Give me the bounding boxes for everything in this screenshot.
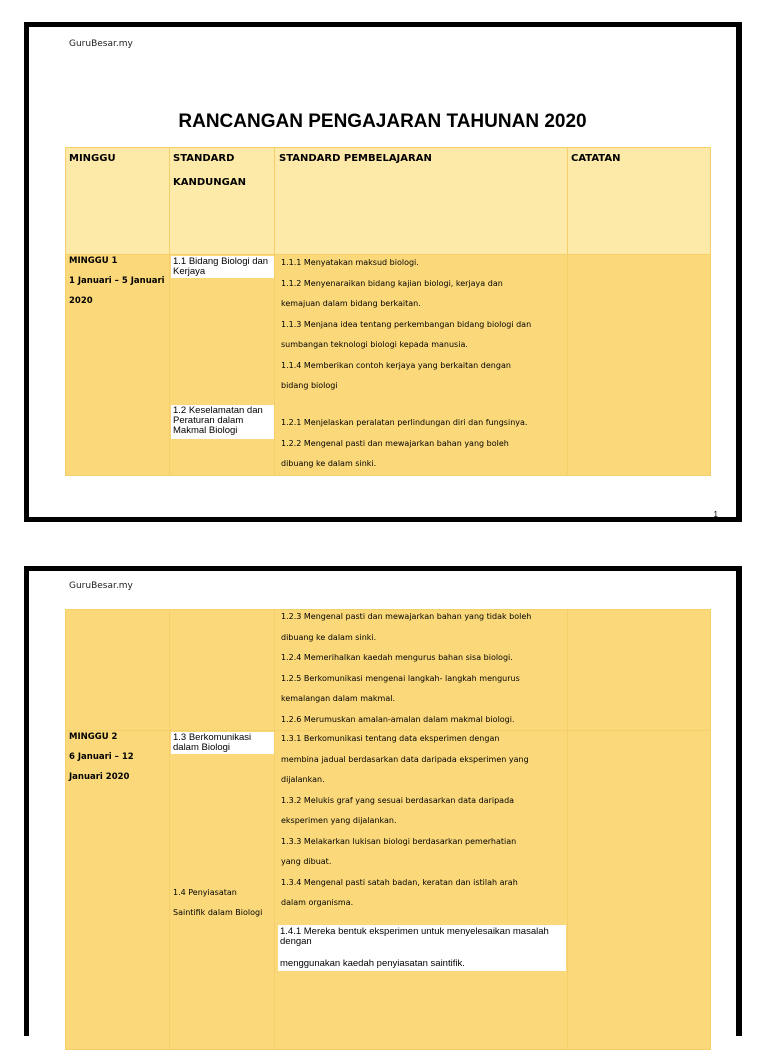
sp-line: 1.1.3 Menjana idea tentang perkembangan bidang biologi dan (281, 319, 532, 329)
sk2-line: 1.4 Penyiasatan (173, 888, 237, 897)
sp-line: 1.2.3 Mengenal pasti dan mewajarkan bahan yang tidak boleh (281, 612, 532, 621)
cont-minggu-cell (65, 609, 170, 731)
week1-sk-cell (169, 254, 275, 476)
week2-sk1: 1.3 Berkomunikasi dalam Biologi (171, 732, 274, 754)
sp-line: dijalankan. (281, 775, 325, 784)
week2-date-line1: 6 Januari – 12 (69, 752, 134, 762)
header-standard: STANDARD (173, 153, 235, 164)
week1-date-line2: 2020 (69, 296, 93, 306)
sp-line: dibuang ke dalam sinki. (281, 459, 377, 468)
cont-sk-cell (169, 609, 275, 731)
sp-box-line2: menggunakan kaedah penyiasatan saintifik. (280, 958, 465, 969)
week2-sk2 (173, 883, 262, 923)
sp-line: kemalangan dalam makmal. (281, 694, 395, 703)
header-minggu: MINGGU (69, 153, 116, 164)
sp-line: 1.2.6 Merumuskan amalan-amalan dalam makmal biologi. (281, 714, 515, 724)
sp-line: 1.3.1 Berkomunikasi tentang data eksperimen dengan (281, 734, 500, 743)
sp-line: sumbangan teknologi biologi kepada manusia. (281, 340, 468, 349)
sp-line: 1.1.2 Menyenaraikan bidang kajian biologi, kerjaya dan (281, 278, 503, 288)
week1-sk1: 1.1 Bidang Biologi dan Kerjaya (171, 256, 274, 278)
sp-line: bidang biologi (281, 381, 338, 390)
week1-sk2: 1.2 Keselamatan dan Peraturan dalam Makmal Biologi (171, 405, 274, 439)
sp-line: 1.2.2 Mengenal pasti dan mewajarkan bahan yang boleh (281, 438, 509, 448)
document-page-2 (24, 566, 742, 1036)
cont-sp-list (281, 607, 531, 730)
sp-line: membina jadual berdasarkan data daripada eksperimen yang (281, 754, 529, 764)
week1-catatan-cell (567, 254, 711, 476)
sp-line: kemajuan dalam bidang berkaitan. (281, 299, 421, 308)
header-kandungan: KANDUNGAN (173, 177, 246, 188)
sp-line: 1.2.4 Memerihalkan kaedah mengurus bahan sisa biologi. (281, 653, 513, 662)
week2-sp-box (278, 925, 566, 971)
sp-line: 1.1.1 Menyatakan maksud biologi. (281, 258, 419, 267)
page-title: RANCANGAN PENGAJARAN TAHUNAN 2020 (178, 111, 587, 132)
sp-line: 1.3.2 Melukis graf yang sesuai berdasarkan data daripada (281, 795, 515, 805)
week1-date-line1: 1 Januari – 5 Januari (69, 276, 165, 286)
header-standard-pembelajaran: STANDARD PEMBELAJARAN (279, 153, 432, 164)
sp-line: 1.2.1 Menjelaskan peralatan perlindungan diri dan fungsinya. (281, 418, 528, 427)
sp-line: 1.3.3 Melakarkan lukisan biologi berdasarkan pemerhatian (281, 836, 517, 846)
sp-line: dibuang ke dalam sinki. (281, 632, 377, 642)
week1-sp-group2 (281, 413, 527, 475)
site-watermark: GuruBesar.my (69, 39, 133, 49)
week1-sp-group1 (281, 253, 531, 397)
week2-label: MINGGU 2 (69, 732, 118, 742)
sp-line: 1.2.5 Berkomunikasi mengenai langkah- langkah mengurus (281, 673, 520, 683)
page-number: 1 (713, 510, 718, 519)
sp-line: dalam organisma. (281, 898, 354, 907)
sp-line: 1.1.4 Memberikan contoh kerjaya yang berkaitan dengan (281, 360, 511, 370)
week2-date-line2: Januari 2020 (69, 772, 130, 782)
sp-line: eksperimen yang dijalankan. (281, 816, 397, 825)
week2-sp-group1 (281, 729, 529, 914)
header-catatan: CATATAN (571, 153, 621, 164)
cont-catatan-cell (567, 609, 711, 731)
site-watermark: GuruBesar.my (69, 581, 133, 591)
week1-label: MINGGU 1 (69, 256, 118, 266)
sp-box-line1: 1.4.1 Mereka bentuk eksperimen untuk menyelesaikan masalah dengan (280, 926, 549, 947)
sp-line: 1.3.4 Mengenal pasti satah badan, keratan dan istilah arah (281, 877, 518, 887)
sk2-line: Saintifik dalam Biologi (173, 908, 263, 917)
week2-catatan-cell (567, 730, 711, 1050)
sp-line: yang dibuat. (281, 857, 332, 866)
document-page-1 (24, 22, 742, 522)
